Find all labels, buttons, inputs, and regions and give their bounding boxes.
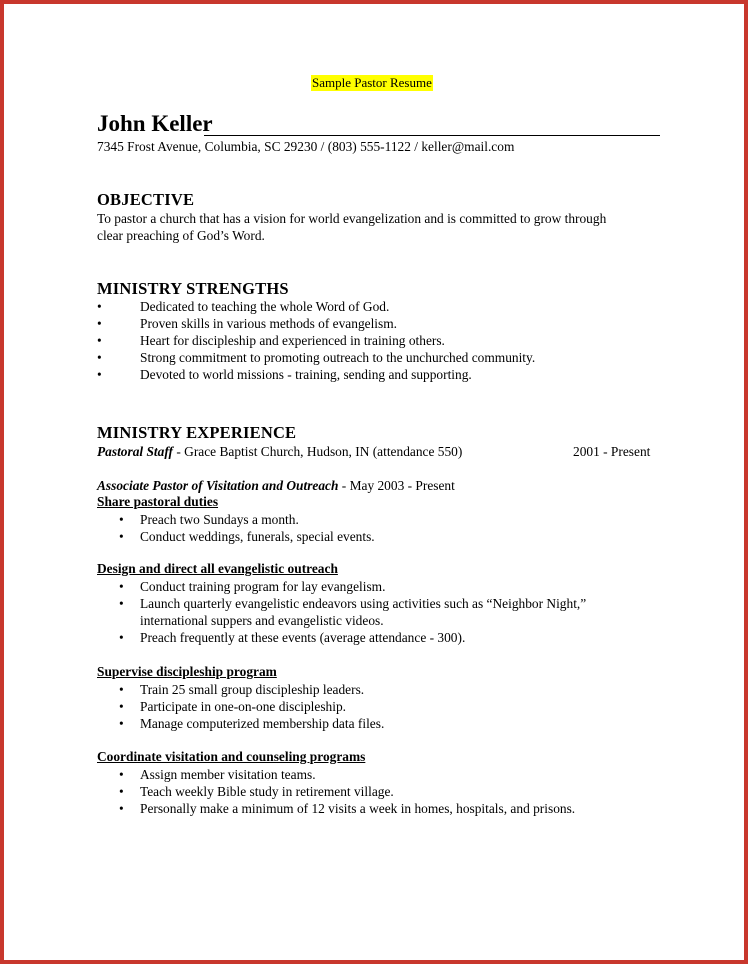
role-detail: - Grace Baptist Church, Hudson, IN (attendance 550) bbox=[173, 444, 463, 459]
experience-heading: MINISTRY EXPERIENCE bbox=[97, 423, 297, 442]
bullet-icon: • bbox=[119, 699, 124, 714]
bullet-icon: • bbox=[97, 316, 102, 331]
bullet-icon: • bbox=[119, 512, 124, 527]
name-divider bbox=[204, 135, 660, 136]
strengths-heading: MINISTRY STRENGTHS bbox=[97, 279, 289, 298]
duty-group-heading: Supervise discipleship program bbox=[97, 664, 277, 679]
duty-group-heading: Share pastoral duties bbox=[97, 494, 219, 509]
bullet-icon: • bbox=[119, 716, 124, 731]
bullet-icon: • bbox=[119, 579, 124, 594]
objective-line-1: To pastor a church that has a vision for world evangelization and is committed to grow through bbox=[97, 211, 607, 226]
duty-group-heading: Coordinate visitation and counseling programs bbox=[97, 749, 366, 764]
document-title: Sample Pastor Resume bbox=[312, 75, 432, 90]
candidate-name: John Keller bbox=[97, 111, 213, 136]
bullet-icon: • bbox=[97, 367, 102, 382]
bullet-icon: • bbox=[119, 630, 124, 645]
objective-heading: OBJECTIVE bbox=[97, 190, 195, 209]
role-title: Pastoral Staff bbox=[97, 444, 174, 459]
position-line bbox=[97, 477, 455, 494]
role-line bbox=[97, 443, 462, 460]
bullet-icon: • bbox=[97, 299, 102, 314]
bullet-icon: • bbox=[119, 682, 124, 697]
role-dates: 2001 - Present bbox=[573, 444, 651, 459]
objective-line-2: clear preaching of God’s Word. bbox=[97, 228, 265, 243]
bullet-icon: • bbox=[119, 767, 124, 782]
document-frame: Sample Pastor Resume John Keller 7345 Frost Avenue, Columbia, SC 29230 / (803) 555-1122 / keller@mail.com OBJECTIVE To pastor a church that has a vision for world evangelization and is committed to grow through clear preaching of God’s Word. MINISTRY STRENGTHS • Dedicated to teaching the whole Word of God. • Proven skills in various methods of evangelism. • Heart for discipleship and experienced in training others. • Strong commitment to promoting outreach to the unchurched community. • Devoted to world missions - training, sending and supporting. MINISTRY EXPERIENCE Pastoral Staff - Grace Baptist Church, Hudson, IN (attendance 550) 2001 - Present Associate Pastor of Visitation and Outreach - May 2003 - Present Share pastoral duties • Preach two Sundays a month. • Conduct weddings, funerals, special events. Design and direct all evangelistic outreach • Conduct training program for lay evangelism. • Launch quarterly evangelistic endeavors using activities such as “Neighbor Night,” international suppers and evangelistic videos. • Preach frequently at these events (average attendance - 300). Supervise discipleship program • Train 25 small group discipleship leaders. • Participate in one-on-one discipleship. • Manage computerized membership data files. Coordinate visitation and counseling programs • Assign member visitation teams. • Teach weekly Bible study in retirement village. • Personally make a minimum of 12 visits a week in homes, hospitals, and prisons. bbox=[0, 0, 748, 964]
bullet-icon: • bbox=[97, 350, 102, 365]
position-title: Associate Pastor of Visitation and Outreach bbox=[97, 478, 339, 493]
position-detail: - May 2003 - Present bbox=[338, 478, 455, 493]
bullet-icon: • bbox=[119, 596, 124, 611]
contact-line: 7345 Frost Avenue, Columbia, SC 29230 / (803) 555-1122 / keller@mail.com bbox=[97, 139, 515, 154]
bullet-icon: • bbox=[119, 801, 124, 816]
bullet-icon: • bbox=[97, 333, 102, 348]
bullet-icon: • bbox=[119, 784, 124, 799]
bullet-icon: • bbox=[119, 529, 124, 544]
duty-group-heading: Design and direct all evangelistic outreach bbox=[97, 561, 338, 576]
